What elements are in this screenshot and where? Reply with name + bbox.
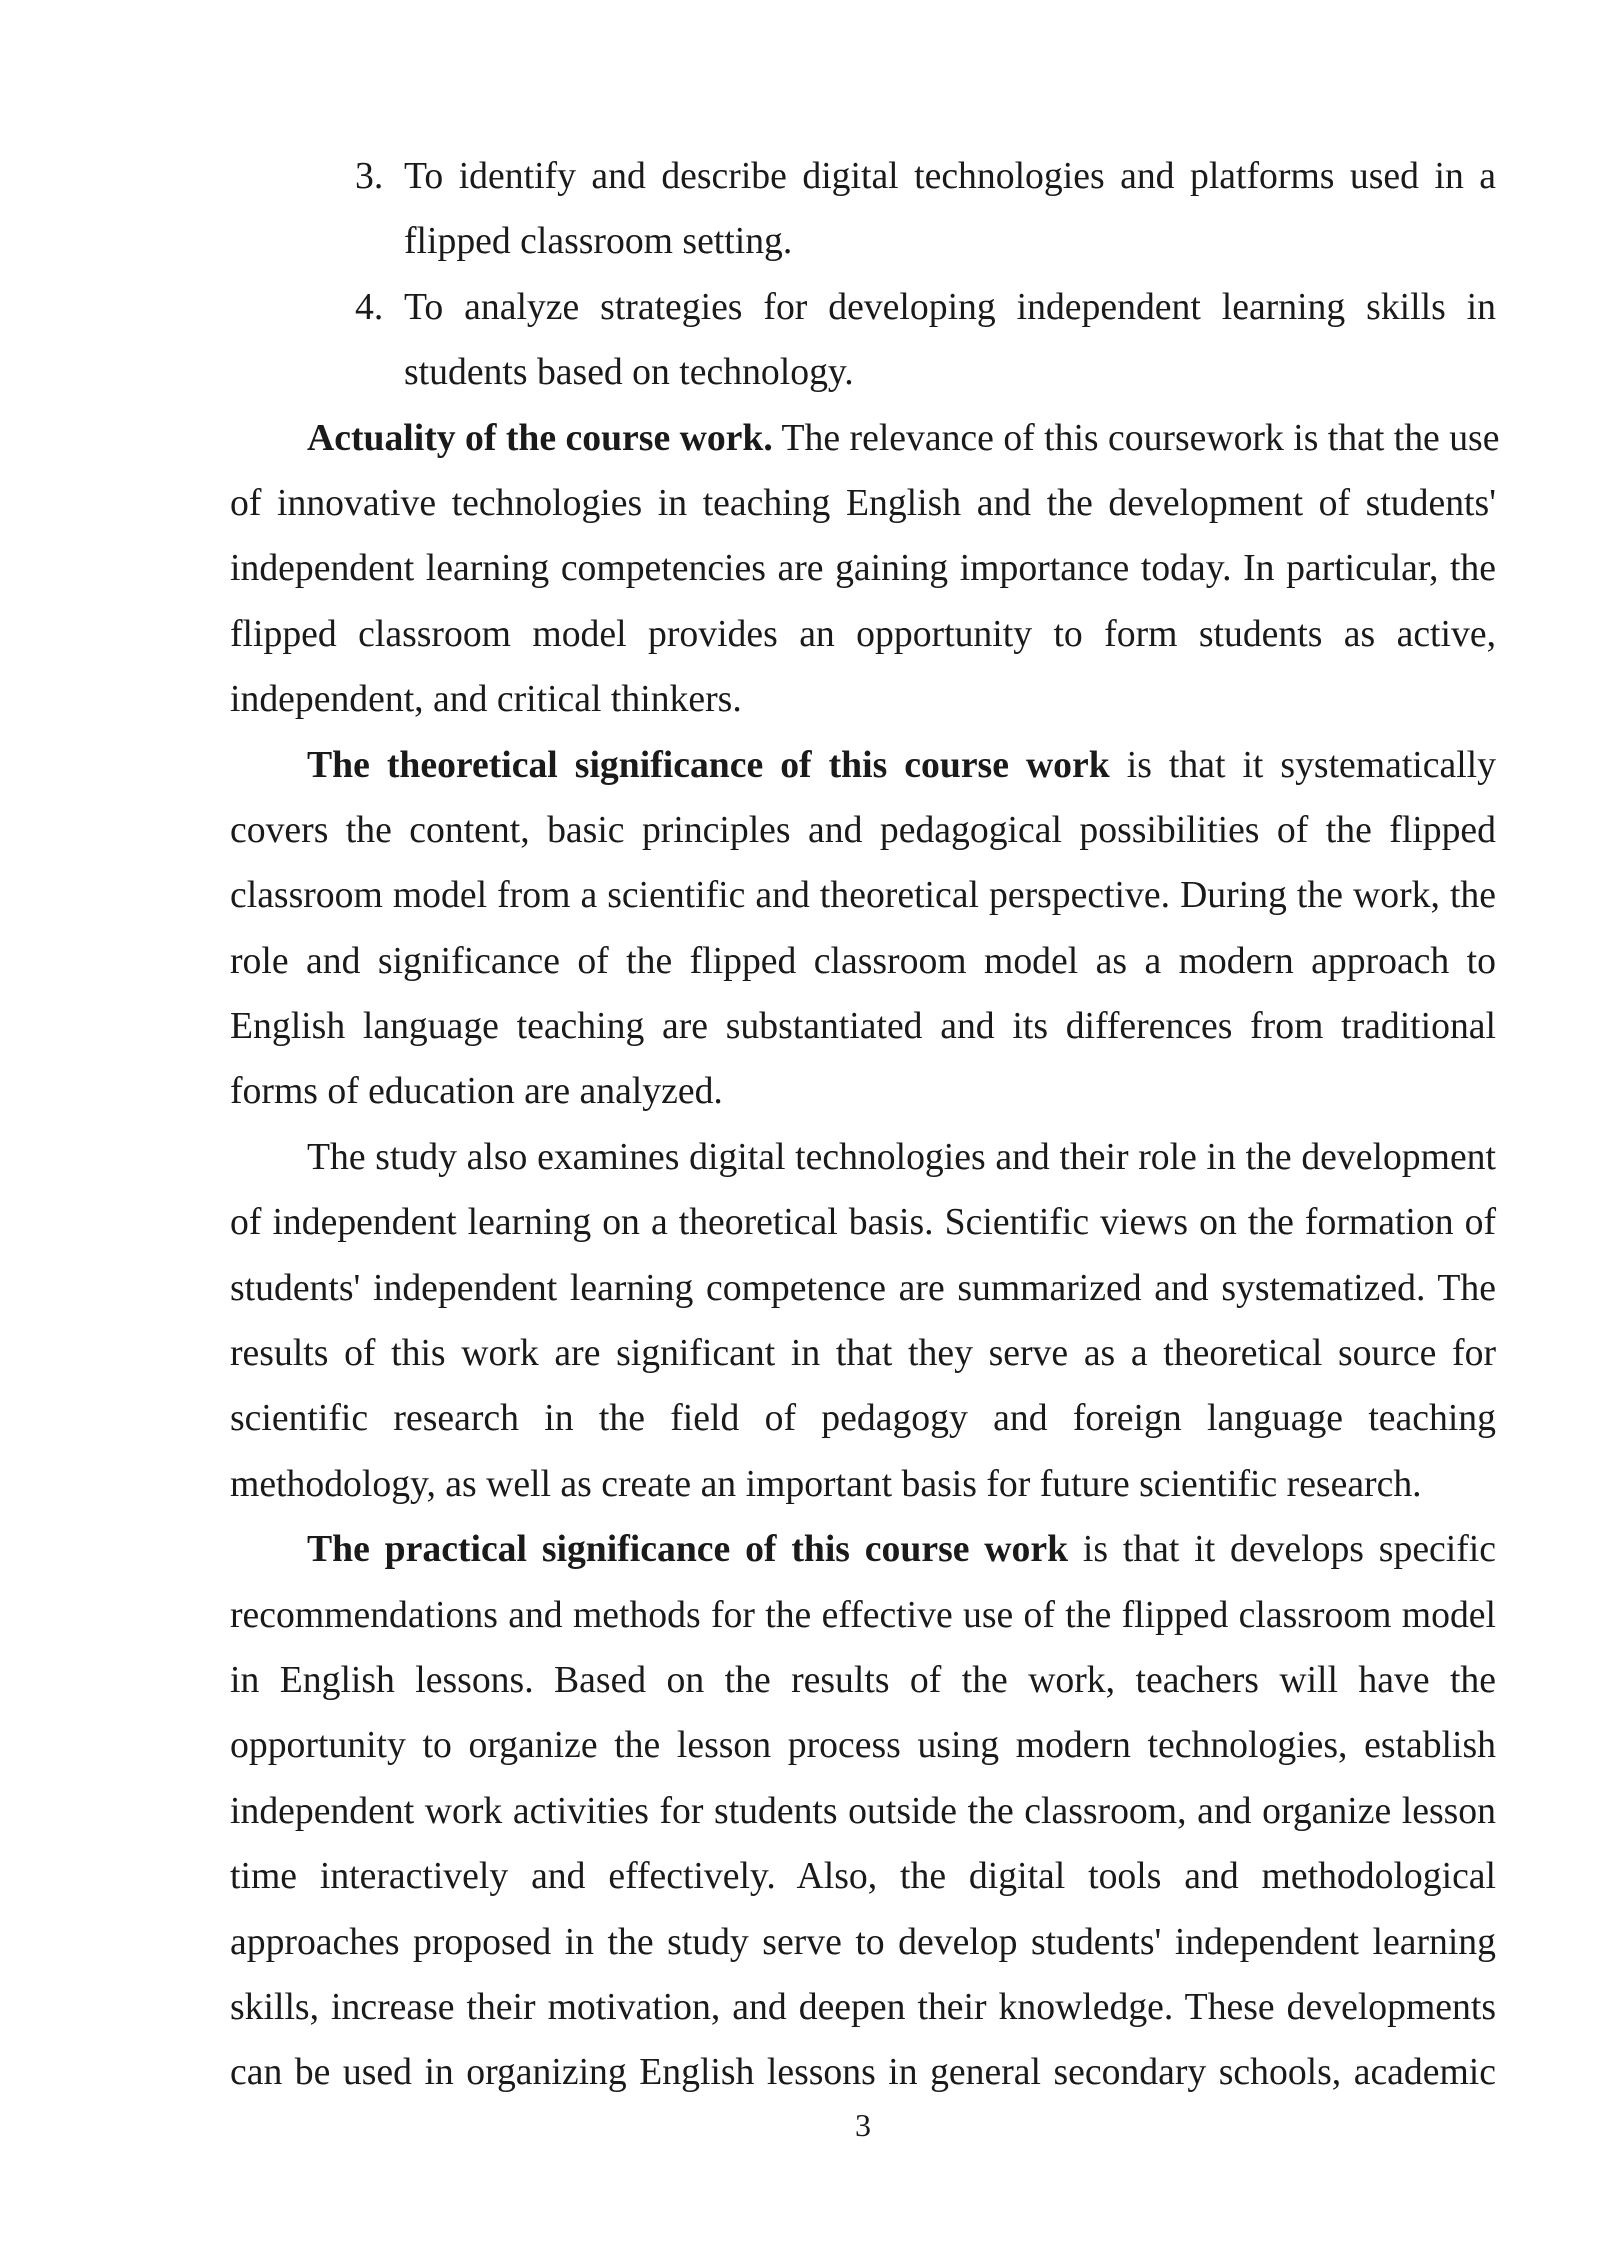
text-line [230,406,1500,471]
text-line: independent, and critical thinkers. [230,678,742,721]
text-line: To analyze strategies for developing independent learning skills in [404,285,1496,328]
text-line: opportunity to organize the lesson process using modern technologies, establish [230,1724,1496,1767]
text-line [230,1517,1496,1582]
paragraph-practical-significance [230,1517,1496,2106]
list-item [355,144,1496,275]
text-run: is that it develops specific [1082,1528,1496,1571]
bold-lead: Actuality of the course work. [307,416,773,459]
list-number: 3. [355,155,384,197]
text-line: students' independent learning competence are summarized and systematized. The [230,1266,1496,1309]
text-line: forms of education are analyzed. [230,1070,723,1113]
text-line [230,733,1496,798]
list-number: 4. [355,285,384,328]
text-line: independent work activities for students outside the classroom, and organize lesson [230,1789,1496,1832]
text-line: covers the content, basic principles and pedagogical possibilities of the flipped [230,808,1496,851]
text-line: independent learning competencies are gaining importance today. In particular, the [230,547,1496,590]
body-text [230,144,1500,2106]
list-item [355,275,1496,406]
bold-lead: The theoretical significance of this course work [307,743,1110,786]
text-line: in English lessons. Based on the results of the work, teachers will have the [230,1658,1496,1701]
text-line: flipped classroom model provides an opportunity to form students as active, [230,612,1496,655]
text-line: students based on technology. [404,351,854,394]
text-run: is that it systematically [1126,743,1496,786]
text-line: results of this work are significant in that they serve as a theoretical source for [230,1332,1496,1375]
bold-lead: The practical significance of this course work [307,1528,1069,1571]
text-line: classroom model from a scientific and theoretical perspective. During the work, the [230,874,1496,917]
text-line: approaches proposed in the study serve to develop students' independent learning [230,1920,1496,1963]
text-line: methodology, as well as create an important basis for future scientific research. [230,1462,1422,1505]
text-line: of innovative technologies in teaching English and the development of students' [230,481,1496,524]
text-line: recommendations and methods for the effective use of the flipped classroom model [230,1593,1496,1636]
paragraph-study [230,1125,1496,1517]
text-line: English language teaching are substantiated and its differences from traditional [230,1005,1496,1048]
paragraph-actuality [230,406,1500,733]
text-line: can be used in organizing English lessons in general secondary schools, academic [230,2051,1496,2094]
text-line: skills, increase their motivation, and deepen their knowledge. These developments [230,1985,1496,2028]
text-line: scientific research in the field of pedagogy and foreign language teaching [230,1397,1496,1440]
text-line: To identify and describe digital technologies and platforms used in a [404,155,1496,197]
text-line: The study also examines digital technologies and their role in the development [307,1135,1496,1178]
page-number: 3 [855,2107,871,2143]
text-line: of independent learning on a theoretical basis. Scientific views on the formation of [230,1201,1496,1244]
text-run: The relevance of this coursework is that the use [781,416,1500,459]
paragraph-theoretical-significance [230,733,1496,1125]
text-line: time interactively and effectively. Also, the digital tools and methodological [230,1855,1496,1898]
text-line: flipped classroom setting. [404,220,793,263]
text-line: role and significance of the flipped classroom model as a modern approach to [230,939,1496,982]
